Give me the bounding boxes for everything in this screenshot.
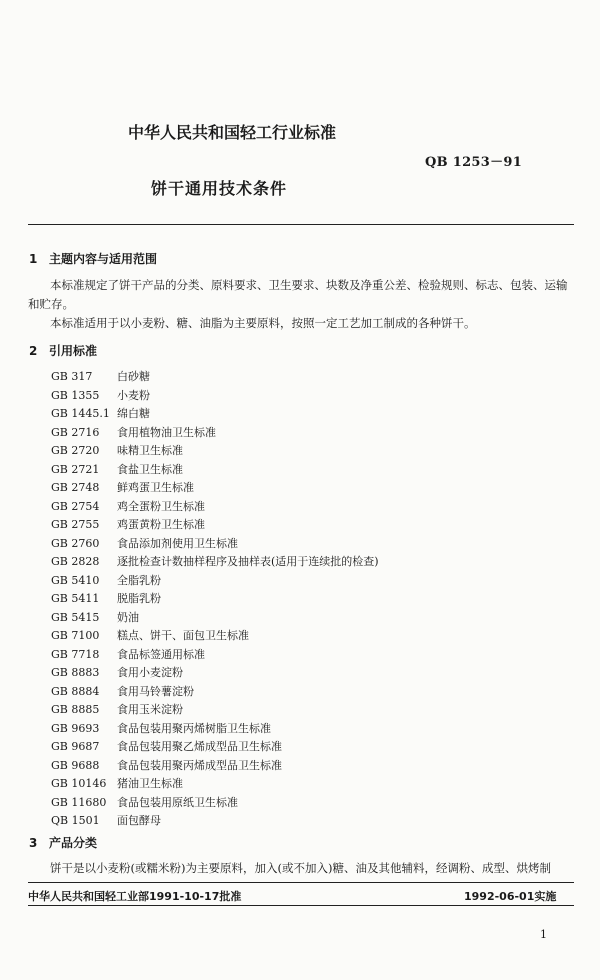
header-divider [28, 224, 574, 225]
reference-item [51, 461, 379, 480]
reference-name: 鸡蛋黄粉卫生标准 [117, 518, 205, 531]
reference-name: 猪油卫生标准 [117, 777, 183, 790]
reference-item [51, 609, 379, 628]
reference-code: GB 2721 [51, 462, 100, 476]
section-1-para-1 [28, 276, 576, 314]
section-1-para-2-text: 本标准适用于以小麦粉、糖、油脂为主要原料，按照一定工艺加工制成的各种饼干。 [50, 316, 476, 330]
section-1-number: 1 [29, 252, 38, 266]
reference-code: GB 5410 [51, 573, 100, 587]
reference-code: GB 11680 [51, 795, 107, 809]
section-3-title: 产品分类 [49, 836, 98, 850]
reference-code: GB 2755 [51, 518, 100, 531]
reference-item [51, 646, 379, 665]
reference-item [51, 757, 379, 776]
reference-item [51, 516, 379, 535]
reference-item [51, 424, 379, 443]
reference-code: GB 317 [51, 370, 93, 383]
reference-code: GB 1445.1 [51, 407, 110, 420]
reference-name: 食品包装用聚丙烯树脂卫生标准 [117, 721, 271, 735]
reference-name: 面包酵母 [117, 814, 161, 827]
reference-item [51, 498, 379, 517]
section-3-heading [29, 834, 97, 851]
document-title: 饼干通用技术条件 [151, 179, 288, 198]
section-2-heading [29, 342, 97, 359]
reference-item [51, 664, 379, 683]
reference-name: 食盐卫生标准 [117, 462, 183, 476]
section-2-number: 2 [29, 344, 38, 358]
reference-code: GB 2716 [51, 425, 100, 439]
reference-name: 食用马铃薯淀粉 [117, 684, 194, 698]
reference-item [51, 553, 379, 572]
reference-item [51, 794, 379, 813]
reference-item [51, 572, 379, 591]
section-3-number: 3 [29, 836, 38, 850]
section-2-title: 引用标准 [49, 344, 98, 358]
reference-list [51, 368, 379, 831]
reference-code: GB 9693 [51, 721, 100, 735]
reference-code: GB 10146 [51, 777, 107, 790]
reference-code: GB 8884 [51, 684, 100, 698]
reference-item [51, 683, 379, 702]
section-1-para-1-text: 本标准规定了饼干产品的分类、原料要求、卫生要求、块数及净重公差、检验规则、标志、包装、运输和贮存。 [28, 278, 568, 311]
approval-line: 中华人民共和国轻工业部1991-10-17批准 [28, 890, 242, 903]
reference-code: GB 2754 [51, 499, 100, 513]
section-3-para-1-text: 饼干是以小麦粉(或糯米粉)为主要原料，加入(或不加入)糖、油及其他辅料，经调粉、成型、烘烤制 [50, 861, 551, 875]
reference-name: 食品包装用聚乙烯成型品卫生标准 [117, 740, 282, 753]
issuing-standard-title: 中华人民共和国轻工行业标准 [128, 123, 337, 142]
footer-bottom-divider [28, 905, 574, 906]
reference-code: GB 9687 [51, 740, 100, 753]
section-1-para-2 [28, 314, 576, 333]
reference-item [51, 535, 379, 554]
reference-code: GB 1355 [51, 388, 100, 402]
reference-item [51, 368, 379, 387]
reference-item [51, 590, 379, 609]
reference-name: 白砂糖 [117, 370, 150, 383]
reference-name: 食用玉米淀粉 [117, 703, 183, 716]
reference-name: 全脂乳粉 [117, 573, 161, 587]
reference-code: GB 8883 [51, 666, 100, 679]
reference-code: GB 5411 [51, 592, 100, 605]
reference-item [51, 442, 379, 461]
reference-code: GB 2828 [51, 555, 100, 568]
section-1-heading [29, 250, 157, 267]
reference-item [51, 479, 379, 498]
reference-name: 脱脂乳粉 [117, 592, 161, 605]
reference-item [51, 720, 379, 739]
page-number: 1 [540, 928, 547, 941]
reference-name: 味精卫生标准 [117, 444, 183, 457]
reference-code: GB 2760 [51, 536, 100, 550]
reference-name: 小麦粉 [117, 388, 150, 402]
reference-code: GB 7718 [51, 647, 100, 661]
reference-name: 逐批检查计数抽样程序及抽样表(适用于连续批的检查) [117, 555, 379, 568]
reference-name: 食品添加剂使用卫生标准 [117, 536, 238, 550]
reference-code: GB 8885 [51, 703, 100, 716]
reference-item [51, 812, 379, 831]
reference-name: 鲜鸡蛋卫生标准 [117, 481, 194, 494]
reference-code: GB 7100 [51, 629, 100, 642]
reference-item [51, 627, 379, 646]
reference-name: 绵白糖 [117, 407, 150, 420]
reference-code: GB 2720 [51, 444, 100, 457]
section-1-title: 主题内容与适用范围 [49, 252, 158, 266]
reference-item [51, 701, 379, 720]
section-3-para-1 [28, 859, 576, 878]
reference-name: 奶油 [117, 610, 139, 624]
reference-name: 食用小麦淀粉 [117, 666, 183, 679]
reference-name: 食品包装用原纸卫生标准 [117, 795, 238, 809]
reference-name: 食品包装用聚丙烯成型品卫生标准 [117, 758, 282, 772]
reference-code: GB 9688 [51, 758, 100, 772]
effective-date: 1992-06-01实施 [464, 890, 557, 903]
reference-name: 食品标签通用标准 [117, 647, 205, 661]
reference-code: QB 1501 [51, 814, 100, 827]
reference-name: 糕点、饼干、面包卫生标准 [117, 629, 249, 642]
reference-item [51, 387, 379, 406]
standard-number: QB 1253－91 [425, 155, 523, 170]
reference-name: 食用植物油卫生标准 [117, 425, 216, 439]
reference-code: GB 2748 [51, 481, 100, 494]
reference-name: 鸡全蛋粉卫生标准 [117, 499, 205, 513]
reference-code: GB 5415 [51, 610, 100, 624]
reference-item [51, 738, 379, 757]
reference-item [51, 405, 379, 424]
footer-divider [28, 882, 574, 883]
reference-item [51, 775, 379, 794]
